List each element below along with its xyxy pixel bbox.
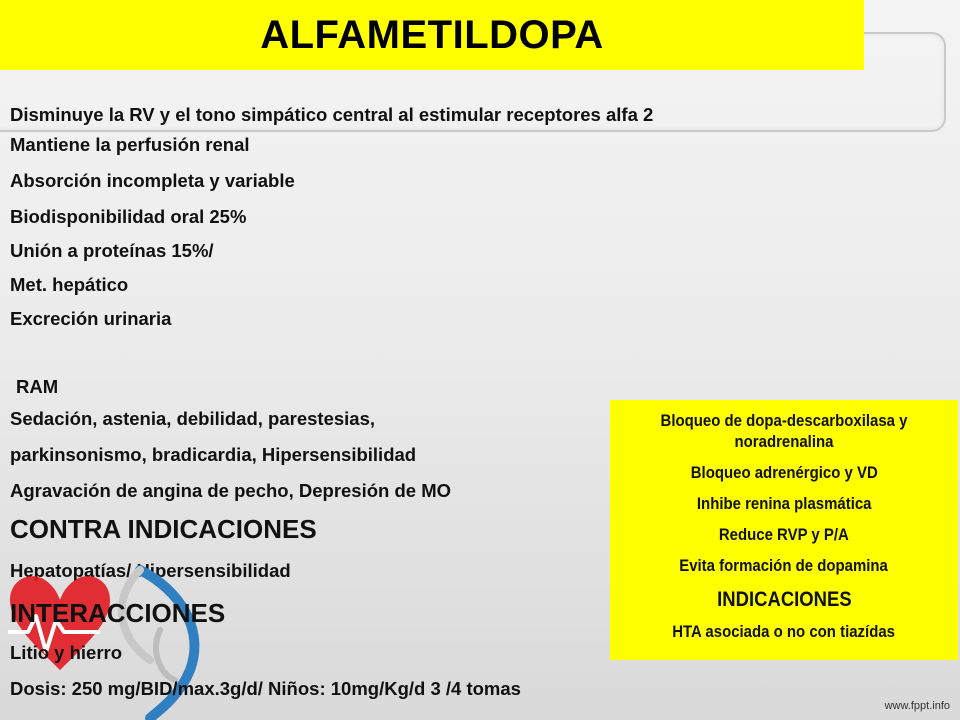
box-heading-indications: INDICACIONES: [716, 587, 852, 611]
text-line: parkinsonismo, bradicardia, Hipersensibilidad: [10, 444, 417, 465]
text-line: Met. hepático: [10, 274, 129, 295]
text-line: Dosis: 250 mg/BID/max.3g/d/ Niños: 10mg/Kg/d 3 /4 tomas: [10, 678, 521, 699]
text-line: Litio y hierro: [10, 642, 123, 663]
text-line: Agravación de angina de pecho, Depresión de MO: [10, 480, 452, 501]
slide-title: ALFAMETILDOPA: [260, 12, 604, 57]
text-line: Unión a proteínas 15%/: [10, 240, 214, 261]
section-heading-ram: RAM: [16, 376, 59, 397]
box-line: Evita formación de dopamina: [679, 555, 889, 575]
text-line: Mantiene la perfusión renal: [10, 134, 250, 155]
mechanism-box: [610, 400, 958, 660]
box-line: HTA asociada o no con tiazídas: [672, 622, 896, 642]
box-line: Bloqueo de dopa-descarboxilasa y noradrenalina: [660, 411, 908, 451]
box-line: Bloqueo adrenérgico y VD: [690, 462, 878, 482]
text-line: Disminuye la RV y el tono simpático central al estimular receptores alfa 2: [10, 104, 654, 125]
text-line: Sedación, astenia, debilidad, parestesias,: [10, 408, 376, 429]
box-line: Inhibe renina plasmática: [696, 493, 872, 513]
text-line: Biodisponibilidad oral 25%: [10, 206, 247, 227]
box-line: Reduce RVP y P/A: [719, 524, 849, 544]
text-line: Absorción incompleta y variable: [10, 170, 295, 191]
text-line: Excreción urinaria: [10, 308, 172, 329]
text-line: Hepatopatías/ Hipersensibilidad: [10, 560, 291, 581]
title-banner: [0, 0, 864, 70]
section-heading-interactions: INTERACCIONES: [10, 598, 226, 628]
footer-credit: www.fppt.info: [884, 700, 950, 712]
section-heading-contraindications: CONTRA INDICACIONES: [10, 514, 317, 544]
